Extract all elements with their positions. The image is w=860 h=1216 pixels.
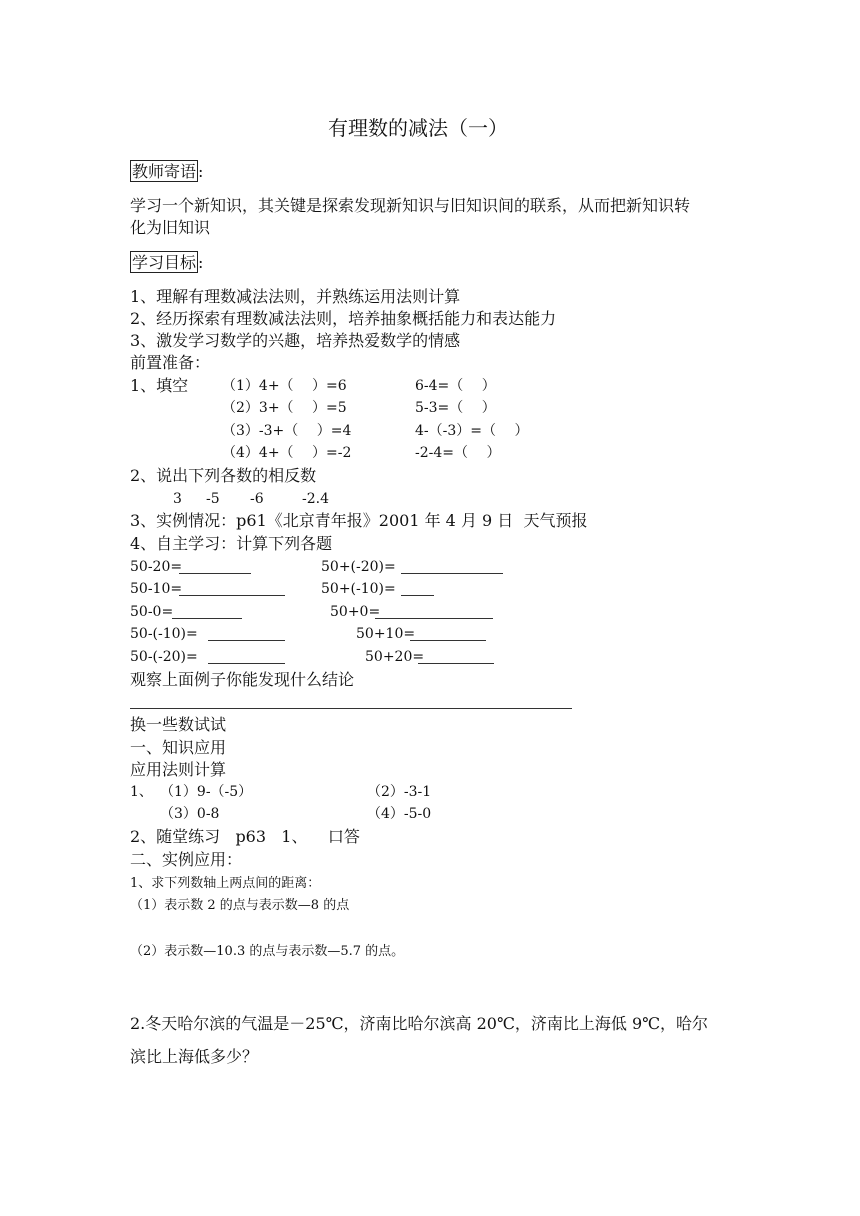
calc-left-item: 50-0= <box>130 604 174 620</box>
fill-blank-left-item: （1）4+（ ）=6 <box>222 378 347 394</box>
opposite-number: -5 <box>206 491 220 507</box>
word-problem-line1: 2.冬天哈尔滨的气温是－25℃，济南比哈尔滨高 20℃，济南比上海低 9℃，哈尔 <box>130 1014 709 1033</box>
section1-heading: 一、知识应用 <box>130 738 227 757</box>
answer-blank <box>410 640 486 641</box>
calc-right-item: 50+(-10)= <box>321 581 396 597</box>
answer-blank <box>208 663 285 664</box>
calc-left-item: 50-10= <box>130 581 183 597</box>
opposite-number: -2.4 <box>302 491 329 507</box>
objectives-heading-row <box>130 255 203 271</box>
calc-left-item: 50-(-20)= <box>130 649 198 665</box>
teacher-message-line1: 学习一个新知识，其关键是探索发现新知识与旧知识间的联系，从而把新知识转 <box>130 196 691 215</box>
q1-item: （3）0-8 <box>160 806 220 822</box>
q1-item: （2）-3-1 <box>367 784 432 800</box>
teacher-message-line2: 化为旧知识 <box>130 218 211 237</box>
answer-blank <box>172 618 242 619</box>
objective-item: 3、激发学习数学的兴趣，培养热爱数学的情感 <box>130 331 461 350</box>
answer-blank <box>375 618 493 619</box>
distance-item: （2）表示数—10.3 的点与表示数—5.7 的点。 <box>130 944 405 959</box>
answer-blank <box>401 573 503 574</box>
section2-heading: 二、实例应用： <box>130 850 243 869</box>
fill-blank-left-item: （4）4+（ ）=-2 <box>222 445 352 461</box>
classroom-practice: 2、随堂练习 p63 1、 口答 <box>130 827 360 846</box>
opposite-number: 3 <box>173 491 182 507</box>
distance-item: （1）表示数 2 的点与表示数—8 的点 <box>130 898 350 913</box>
apply-rule-label: 应用法则计算 <box>130 760 227 779</box>
fill-blank-right-item: -2-4=（ ） <box>415 445 501 461</box>
teacher-message-colon: : <box>198 162 204 181</box>
answer-blank <box>179 573 251 574</box>
q1-label: 1、 <box>130 784 153 800</box>
calc-left-item: 50-20= <box>130 559 183 575</box>
conclusion-blank <box>130 708 572 709</box>
answer-blank <box>208 640 285 641</box>
objective-item: 2、经历探索有理数减法法则，培养抽象概括能力和表达能力 <box>130 309 557 328</box>
fill-blank-left-item: （2）3+（ ）=5 <box>222 400 347 416</box>
distance-title: 1、求下列数轴上两点间的距离： <box>130 876 321 891</box>
fill-blank-label: 1、填空 <box>130 376 189 395</box>
calc-left-item: 50-(-10)= <box>130 626 198 642</box>
teacher-message-heading: 教师寄语 <box>132 162 197 181</box>
objective-item: 1、理解有理数减法法则，并熟练运用法则计算 <box>130 287 461 306</box>
q1-item: （4）-5-0 <box>367 806 432 822</box>
opposite-number: -6 <box>250 491 264 507</box>
calc-right-item: 50+10= <box>356 626 416 642</box>
fill-blank-right-item: 6-4=（ ） <box>415 378 496 394</box>
objectives-heading: 学习目标 <box>132 253 197 272</box>
example-situation: 3、实例情况：p61《北京青年报》2001 年 4 月 9 日 天气预报 <box>130 511 588 530</box>
self-study-label: 4、自主学习：计算下列各题 <box>130 534 333 553</box>
try-again-label: 换一些数试试 <box>130 715 227 734</box>
fill-blank-left-item: （3）-3+（ ）=4 <box>222 423 352 439</box>
page-title: 有理数的减法（一） <box>328 116 508 140</box>
teacher-message-heading-row <box>130 164 203 180</box>
calc-right-item: 50+(-20)= <box>321 559 396 575</box>
fill-blank-right-item: 5-3=（ ） <box>415 400 496 416</box>
answer-blank <box>179 595 285 596</box>
preparation-heading: 前置准备： <box>130 353 211 372</box>
word-problem-line2: 滨比上海低多少？ <box>130 1047 259 1066</box>
fill-blank-right-item: 4-（-3）=（ ） <box>415 423 529 439</box>
calc-right-item: 50+0= <box>330 604 381 620</box>
opposite-numbers-label: 2、说出下列各数的相反数 <box>130 466 317 485</box>
objectives-colon: : <box>198 253 204 272</box>
calc-right-item: 50+20= <box>365 649 425 665</box>
answer-blank <box>418 663 494 664</box>
observe-prompt: 观察上面例子你能发现什么结论 <box>130 670 355 689</box>
answer-blank <box>401 595 434 596</box>
q1-item: （1）9-（-5） <box>160 784 253 800</box>
